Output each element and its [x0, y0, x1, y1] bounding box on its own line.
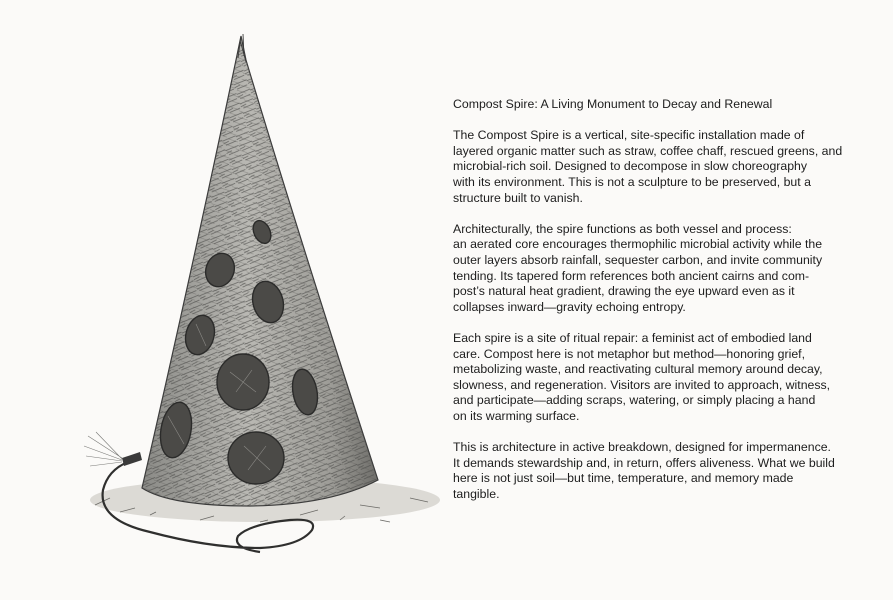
compost-spire-drawing: [0, 0, 440, 600]
compost-spire-illustration: [0, 0, 440, 600]
opening-8: [228, 432, 284, 484]
water-spray: [84, 432, 122, 466]
document-body: [453, 97, 853, 518]
paragraph-architecture: Architecturally, the spire functions as both vessel and process: an aerated core encourages thermophilic microbial activity while the outer layers absorb rainfall, sequester carbon, and invite community tending. Its tapered form references both ancient cairns and com- post’s natural heat gradient, drawing the eye upward even as it collapses inward—gravity echoing entropy.: [453, 221, 823, 314]
paragraph-intro: The Compost Spire is a vertical, site-specific installation made of layered organic matter such as straw, coffee chaff, rescued greens, and microbial-rich soil. Designed to decompose in slow choreography with its environment. This is not a sculpture to be preserved, but a structure built to vanish.: [453, 128, 843, 205]
hose-nozzle: [122, 452, 142, 466]
paragraph-ritual-repair: Each spire is a site of ritual repair: a feminist act of embodied land care. Compost here is not metaphor but method—honoring grief, metabolizing waste, and reactivating cultural memory around decay, slowness, and regeneration. Visitors are invited to approach, witness, and participate—adding scraps, watering, or simply placing a hand on its warming surface.: [453, 330, 831, 423]
document-title: Compost Spire: A Living Monument to Decay and Renewal: [453, 97, 773, 111]
paragraph-impermanence: This is architecture in active breakdown, designed for impermanence. It demands stewardship and, in return, offers aliveness. What we build here is not just soil—but time, temperature, and memory made tangible.: [453, 440, 835, 501]
